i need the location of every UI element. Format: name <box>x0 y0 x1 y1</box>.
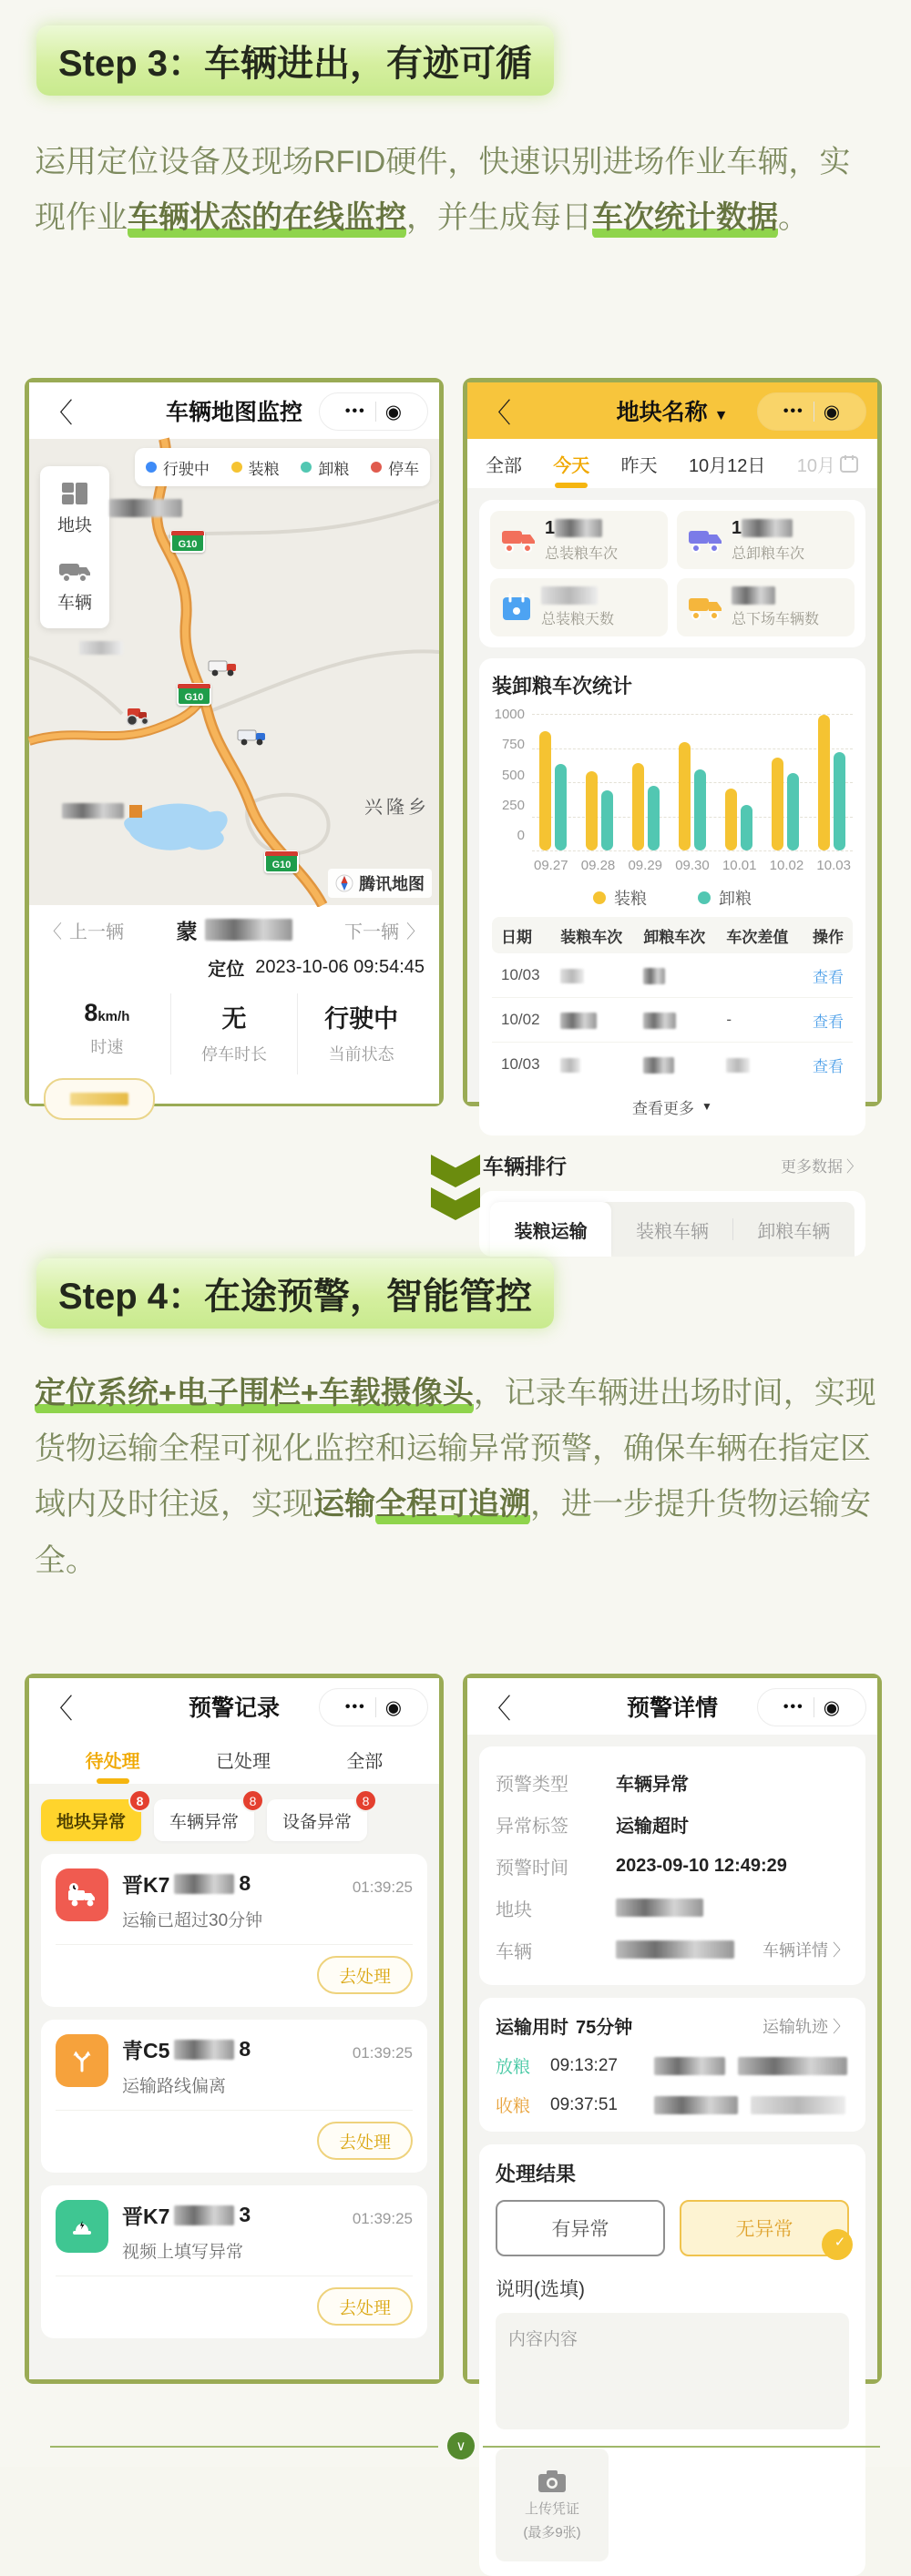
total-vehicles-cell <box>677 578 855 636</box>
road-badge-g10: G10 <box>264 850 299 873</box>
menu-dots-icon[interactable]: ••• <box>344 1699 366 1715</box>
status-label: 当前状态 <box>328 1045 394 1064</box>
bar-卸粮 <box>694 769 706 850</box>
tencent-map-logo <box>335 874 353 892</box>
y-tick-label: 0 <box>517 828 525 843</box>
view-link[interactable]: 查看 <box>812 1013 844 1031</box>
chart-legend <box>492 886 853 910</box>
note-label: 说明(选填) <box>496 2279 585 2300</box>
field-label: 地块 <box>496 1899 532 1920</box>
field-label: 预警时间 <box>496 1858 568 1879</box>
chip-plot-abnormal[interactable]: 地块异常 8 <box>41 1799 141 1841</box>
clipped-action-button[interactable] <box>44 1078 155 1120</box>
status-dot-loading <box>231 462 242 473</box>
status-dot-unloading <box>301 462 312 473</box>
note-input[interactable] <box>496 2313 849 2429</box>
card-divider <box>56 2110 413 2111</box>
locate-time-row <box>44 954 425 981</box>
phone-plot-stats <box>463 378 882 1242</box>
gridline <box>532 850 853 851</box>
badge-count: 8 <box>354 1789 377 1812</box>
redacted-cell <box>726 1058 750 1073</box>
chip-vehicle-abnormal[interactable]: 车辆异常 8 <box>154 1799 254 1841</box>
field-value: 车辆异常 <box>616 1774 689 1795</box>
bar-group <box>772 758 799 850</box>
bar-装粮 <box>772 758 783 850</box>
vehicle-panel <box>29 907 439 1104</box>
truck-marker-red[interactable] <box>208 657 239 682</box>
bar-group <box>539 731 567 850</box>
camera-icon <box>537 2469 568 2494</box>
y-tick-label: 1000 <box>494 707 525 722</box>
handle-button[interactable]: 去处理 <box>317 1956 413 1994</box>
field-value: 运输超时 <box>616 1816 689 1837</box>
legend-dot <box>593 891 606 904</box>
upload-voucher-tile[interactable] <box>496 2449 609 2561</box>
bar-装粮 <box>818 715 830 850</box>
locate-time: 2023-10-06 09:54:45 <box>255 957 425 977</box>
release-tag: 放粮 <box>496 2058 531 2077</box>
stat-speed <box>44 993 170 1074</box>
bar-group <box>679 742 706 850</box>
next-vehicle-button[interactable] <box>344 917 425 943</box>
warn-list-header <box>29 1678 439 1735</box>
field-row <box>496 1929 849 1970</box>
receive-time: 09:37:51 <box>550 2094 618 2114</box>
speed-label: 时速 <box>90 1038 124 1056</box>
bar-卸粮 <box>787 773 799 850</box>
ranking-header <box>479 1150 865 1180</box>
map-area-label: 兴隆乡 <box>364 798 430 818</box>
tab-loading-vehicles[interactable]: 装粮车辆 <box>611 1202 732 1257</box>
chip-device-abnormal[interactable]: 设备异常 8 <box>267 1799 367 1841</box>
map-app-header <box>29 382 439 439</box>
redacted-cell <box>643 1013 676 1029</box>
warn-desc: 运输已超过30分钟 <box>122 1911 263 1930</box>
map-layer-switcher <box>40 466 109 628</box>
route-fork-icon <box>56 2034 108 2087</box>
tab-pending[interactable]: 待处理 <box>86 1739 140 1780</box>
stat-current-status <box>297 993 425 1074</box>
field-row <box>496 1887 849 1929</box>
total-value-prefix: 1 <box>545 517 556 538</box>
field-label: 预警类型 <box>496 1774 568 1795</box>
legend-item-unloading <box>301 456 349 479</box>
redacted-plate <box>205 919 292 941</box>
release-time: 09:13:27 <box>550 2055 618 2075</box>
step3-p3: ，并生成每日 <box>406 200 592 236</box>
cell-date: 10/02 <box>501 1011 540 1028</box>
warn-status-tabs <box>29 1735 439 1784</box>
stat-parking-duration <box>170 993 298 1074</box>
redacted-cell <box>560 1013 597 1029</box>
warn-list-body <box>29 1784 439 2379</box>
warn-detail-body <box>467 1735 877 2540</box>
step4-p1-highlight: 定位系统+电子围栏+车载摄像头 <box>35 1376 474 1414</box>
map-status-legend <box>135 448 430 486</box>
x-tick-label: 10.02 <box>769 858 804 873</box>
cell-diff: - <box>726 1011 732 1028</box>
redacted-value <box>732 586 775 605</box>
chart-bars <box>532 714 853 850</box>
phone-map-monitor <box>25 378 444 1106</box>
vehicles-layer-label: 车辆 <box>56 594 92 613</box>
grain-release-row <box>496 2053 849 2078</box>
totals-card <box>479 500 865 647</box>
trips-table <box>492 917 853 1126</box>
redacted-cell <box>560 1058 580 1073</box>
tab-today[interactable]: 今天 <box>553 443 589 484</box>
close-target-icon[interactable]: ◉ <box>823 401 841 423</box>
step3-p2-highlight: 车辆状态的在线监控 <box>128 200 406 239</box>
vehicle-plate: 晋K7 3 <box>122 2203 251 2228</box>
x-tick-label: 10.01 <box>722 858 757 873</box>
total-unloading-trips-cell <box>677 511 855 569</box>
upload-hint: (最多9张) <box>523 2525 581 2540</box>
more-data-link[interactable]: 更多数据 〉 <box>781 1154 862 1176</box>
warn-desc: 视频上填写异常 <box>122 2243 244 2262</box>
bar-装粮 <box>632 763 644 850</box>
receive-tag: 收粮 <box>496 2097 531 2116</box>
bottom-check-icon: ∨ <box>447 2432 475 2459</box>
legend-label: 停车 <box>388 460 420 478</box>
legend-dot <box>698 891 711 904</box>
calendar-icon[interactable] <box>839 453 859 473</box>
road-badge-g10: G10 <box>177 683 211 706</box>
upload-label: 上传凭证 <box>524 2501 579 2517</box>
col-action: 操作 <box>812 928 844 946</box>
plot-app-body <box>467 488 877 1242</box>
handle-button[interactable]: 去处理 <box>317 2287 413 2326</box>
bar-装粮 <box>539 731 551 850</box>
redacted-value <box>742 519 793 537</box>
close-target-icon[interactable]: ◉ <box>384 401 403 423</box>
handle-result-card <box>479 2144 865 2576</box>
step4-p5: ，进一步提升货物运输安全。 <box>35 1487 871 1578</box>
table-row <box>492 998 853 1043</box>
miniapp-capsule[interactable] <box>757 1688 866 1726</box>
col-loading: 装粮车次 <box>560 928 623 946</box>
field-label: 异常标签 <box>496 1816 568 1837</box>
tab-oct12[interactable]: 10月12日 <box>688 455 766 476</box>
chevron-right-icon: 〉 <box>406 921 425 942</box>
field-row <box>496 1845 849 1887</box>
total-label: 总装粮天数 <box>541 612 615 627</box>
warn-card-route-deviation <box>41 2020 427 2173</box>
close-target-icon[interactable]: ◉ <box>823 1696 841 1718</box>
warn-detail-title: 预警详情 <box>626 1695 718 1721</box>
tab-all[interactable]: 全部 <box>346 1751 384 1772</box>
step4-p4-highlight: 全程可追溯 <box>375 1487 530 1525</box>
tab-all[interactable]: 全部 <box>486 455 522 476</box>
menu-dots-icon[interactable]: ••• <box>344 403 366 419</box>
cell-date: 10/03 <box>501 1055 540 1073</box>
chart-plot <box>532 714 853 850</box>
redacted-location <box>751 2096 845 2114</box>
warn-detail-header <box>467 1678 877 1735</box>
chevron-right-icon: 〉 <box>833 1941 849 1960</box>
table-row <box>492 1043 853 1086</box>
date-tabs <box>467 439 877 488</box>
redacted-map-label <box>109 499 182 517</box>
step4-p3-bold: 运输 <box>313 1487 375 1522</box>
back-icon[interactable]: 〈 <box>484 399 511 429</box>
view-link[interactable]: 查看 <box>812 1057 844 1075</box>
redacted-cell <box>643 968 665 984</box>
map-app-title: 车辆地图监控 <box>165 400 302 425</box>
plots-layer-label: 地块 <box>56 516 92 535</box>
ranking-title: 车辆排行 <box>483 1155 567 1178</box>
step4-p2: ，记录车辆进出场时间，实现货物运输全程可视化监控和运输异常预警，确保车辆在指定区域内及时往返，实现 <box>35 1376 876 1522</box>
capsule-divider <box>375 1697 376 1717</box>
warn-list-title: 预警记录 <box>188 1695 280 1721</box>
redacted-location <box>654 2096 738 2114</box>
prev-vehicle-label: 上一辆 <box>69 921 124 942</box>
redacted-button-text <box>70 1093 128 1105</box>
redacted-value <box>555 519 602 537</box>
miniapp-capsule[interactable] <box>319 1688 428 1726</box>
bottom-divider-line <box>50 2446 438 2448</box>
next-vehicle-label: 下一辆 <box>344 921 399 942</box>
parking-value: 无 <box>221 1005 247 1033</box>
bar-卸粮 <box>601 790 613 850</box>
tab-loading-transport[interactable]: 装粮运输 <box>490 1202 611 1257</box>
redacted-value <box>541 586 598 605</box>
x-tick-label: 09.27 <box>534 858 568 873</box>
caret-down-icon: ▼ <box>713 408 729 423</box>
tab-unloading-vehicles[interactable]: 卸粮车辆 <box>757 1221 831 1242</box>
bar-卸粮 <box>648 786 660 850</box>
x-tick-label: 10.03 <box>816 858 851 873</box>
table-header <box>492 917 853 953</box>
vehicle-stats <box>44 993 425 1074</box>
section-divider-chevron <box>431 1155 480 1187</box>
warn-time: 01:39:25 <box>352 2044 413 2062</box>
option-abnormal[interactable]: 有异常 <box>496 2200 665 2256</box>
bar-卸粮 <box>741 805 752 850</box>
section-divider-chevron <box>431 1187 480 1220</box>
menu-dots-icon[interactable]: ••• <box>783 1699 804 1715</box>
step4-paragraph <box>35 1366 877 1589</box>
vehicle-plate: 青C5 8 <box>122 2037 251 2062</box>
transport-track-link[interactable]: 运输轨迹 〉 <box>763 2014 849 2038</box>
truck-overtime-icon <box>56 1868 108 1921</box>
ranking-card <box>479 1191 865 1257</box>
plot-app-title[interactable]: 地块名称 ▼ <box>616 400 729 425</box>
redacted-location <box>654 2057 725 2075</box>
vehicles-layer-button[interactable] <box>57 560 92 614</box>
step3-title: Step 3：车辆进出，有迹可循 <box>36 25 554 96</box>
step3-paragraph <box>35 135 877 246</box>
badge-count: 8 <box>128 1789 151 1812</box>
tab-yesterday[interactable]: 昨天 <box>620 455 658 476</box>
redacted-location <box>738 2057 847 2075</box>
total-loading-days-cell <box>490 578 668 636</box>
step3-p1: 运用定位设备及现场RFID硬件，快速识别进场作业车辆，实现作业 <box>35 145 851 236</box>
chevron-right-icon: 〉 <box>846 1158 862 1176</box>
view-link[interactable]: 查看 <box>812 968 844 986</box>
triangle-down-icon: ▼ <box>701 1100 712 1113</box>
chevron-right-icon: 〉 <box>833 2017 849 2036</box>
map-attribution-text: 腾讯地图 <box>359 875 425 893</box>
table-row <box>492 953 853 998</box>
map-attribution <box>328 869 432 898</box>
transport-duration: 运输用时 75分钟 <box>496 2018 633 2038</box>
status-value: 行驶中 <box>324 1005 399 1033</box>
col-diff: 车次差值 <box>726 928 789 946</box>
truck-icon <box>688 526 722 554</box>
field-row <box>496 1803 849 1845</box>
back-icon[interactable]: 〈 <box>46 399 73 429</box>
plots-layer-button[interactable] <box>57 481 92 536</box>
step3-p5: 。 <box>778 200 809 236</box>
vehicles-icon <box>58 560 91 584</box>
warn-card-video-abnormal <box>41 2185 427 2338</box>
x-tick-label: 09.28 <box>580 858 616 873</box>
total-label: 总卸粮车次 <box>732 545 805 562</box>
map-canvas[interactable] <box>29 439 439 905</box>
warn-time: 01:39:25 <box>352 2210 413 2227</box>
chart-x-labels <box>532 850 853 873</box>
total-label: 总装粮车次 <box>545 545 619 562</box>
phone-warning-detail <box>463 1674 882 2540</box>
calendar-blue-icon <box>501 593 532 622</box>
card-divider <box>56 1944 413 1945</box>
selected-check-icon: ✓ <box>822 2229 853 2260</box>
bar-装粮 <box>586 771 598 850</box>
legend-item: 装粮 <box>593 886 647 910</box>
badge-count: 8 <box>241 1789 264 1812</box>
poi-marker-square <box>129 805 142 818</box>
speed-value: 8 <box>84 999 98 1026</box>
miniapp-capsule[interactable] <box>757 392 866 431</box>
trips-chart-card <box>479 658 865 1135</box>
plot-app-header <box>467 382 877 439</box>
redacted-value <box>616 1940 734 1959</box>
col-date: 日期 <box>501 928 532 946</box>
bar-group <box>818 715 845 850</box>
grain-receive-row <box>496 2092 849 2117</box>
total-label: 总下场车辆数 <box>732 612 820 627</box>
phone-warning-records <box>25 1674 444 2384</box>
vehicle-plate <box>177 915 292 945</box>
y-tick-label: 750 <box>501 737 525 753</box>
road-badge-g10: G10 <box>170 530 205 553</box>
vehicle-plate: 晋K7 8 <box>122 1871 251 1897</box>
bar-group <box>632 763 660 850</box>
truck-marker-blue[interactable] <box>237 727 268 751</box>
col-unloading: 卸粮车次 <box>643 928 706 946</box>
redacted-plate <box>174 1874 234 1894</box>
back-icon[interactable]: 〈 <box>46 1695 73 1725</box>
legend-item-loading <box>231 456 280 479</box>
step3-p4-highlight: 车次统计数据 <box>592 200 778 239</box>
bar-卸粮 <box>834 752 845 850</box>
bar-装粮 <box>725 789 737 850</box>
locate-label: 定位 <box>208 960 245 980</box>
close-target-icon[interactable]: ◉ <box>384 1696 403 1718</box>
speed-unit: km/h <box>97 1009 130 1024</box>
back-icon[interactable]: 〈 <box>484 1695 511 1725</box>
warn-card-overtime <box>41 1854 427 2007</box>
legend-item-driving <box>146 456 210 479</box>
bar-group <box>725 789 752 850</box>
field-label: 车辆 <box>496 1941 532 1962</box>
tab-handled[interactable]: 已处理 <box>215 1751 271 1772</box>
redacted-plate <box>174 2205 234 2225</box>
siren-icon <box>56 2200 108 2253</box>
vehicle-detail-link[interactable]: 车辆详情 〉 <box>763 1938 849 1961</box>
warn-desc: 运输路线偏离 <box>122 2077 227 2096</box>
tractor-marker[interactable] <box>124 705 151 731</box>
see-more-button[interactable]: 查看更多 ▼ <box>632 1099 712 1117</box>
menu-dots-icon[interactable]: ••• <box>783 403 804 419</box>
legend-item-parked <box>371 456 419 479</box>
bar-chart <box>492 707 853 850</box>
prev-vehicle-button[interactable] <box>44 917 124 943</box>
y-tick-label: 250 <box>501 797 525 813</box>
warn-time: 01:39:25 <box>352 1879 413 1896</box>
redacted-value <box>616 1899 703 1917</box>
redacted-cell <box>560 969 584 983</box>
field-row <box>496 1761 849 1803</box>
chart-title: 装卸粮车次统计 <box>492 675 633 697</box>
plots-icon <box>60 481 89 506</box>
redacted-map-label <box>79 641 123 655</box>
ranking-tabs <box>490 1202 855 1257</box>
chevron-left-icon: 〈 <box>44 921 62 942</box>
status-dot-parked <box>371 462 382 473</box>
parking-label: 停车时长 <box>201 1045 267 1064</box>
miniapp-capsule[interactable] <box>319 392 428 431</box>
status-dot-driving <box>146 462 157 473</box>
bottom-divider-line <box>483 2446 880 2448</box>
handle-result-title: 处理结果 <box>496 2163 577 2185</box>
x-tick-label: 09.30 <box>675 858 710 873</box>
tab-more-dates[interactable]: 10月 <box>797 443 859 484</box>
legend-item: 卸粮 <box>698 886 752 910</box>
redacted-map-label <box>62 803 124 819</box>
handle-button[interactable]: 去处理 <box>317 2122 413 2160</box>
truck-icon <box>688 594 722 621</box>
x-tick-label: 09.29 <box>628 858 663 873</box>
legend-label: 行驶中 <box>162 460 210 478</box>
redacted-plate <box>174 2040 234 2060</box>
capsule-divider <box>375 402 376 422</box>
truck-icon <box>501 526 536 554</box>
cell-date: 10/03 <box>501 966 540 983</box>
bar-装粮 <box>679 742 691 850</box>
bar-group <box>586 771 613 850</box>
step4-title: Step 4：在途预警，智能管控 <box>36 1258 554 1329</box>
field-value: 2023-09-10 12:49:29 <box>616 1855 787 1876</box>
redacted-cell <box>643 1057 674 1074</box>
plate-prefix: 蒙 <box>176 919 198 943</box>
option-normal[interactable]: 无异常 ✓ <box>680 2200 849 2256</box>
legend-label: 装粮 <box>248 460 280 478</box>
transport-card <box>479 1998 865 2132</box>
warn-filter-chips <box>41 1793 427 1841</box>
total-loading-trips-cell <box>490 511 668 569</box>
bar-卸粮 <box>555 764 567 850</box>
y-tick-label: 500 <box>501 767 525 783</box>
chart-y-axis <box>492 707 532 843</box>
total-value-prefix: 1 <box>732 517 742 538</box>
warn-detail-fields-card <box>479 1746 865 1985</box>
legend-label: 卸粮 <box>318 460 350 478</box>
